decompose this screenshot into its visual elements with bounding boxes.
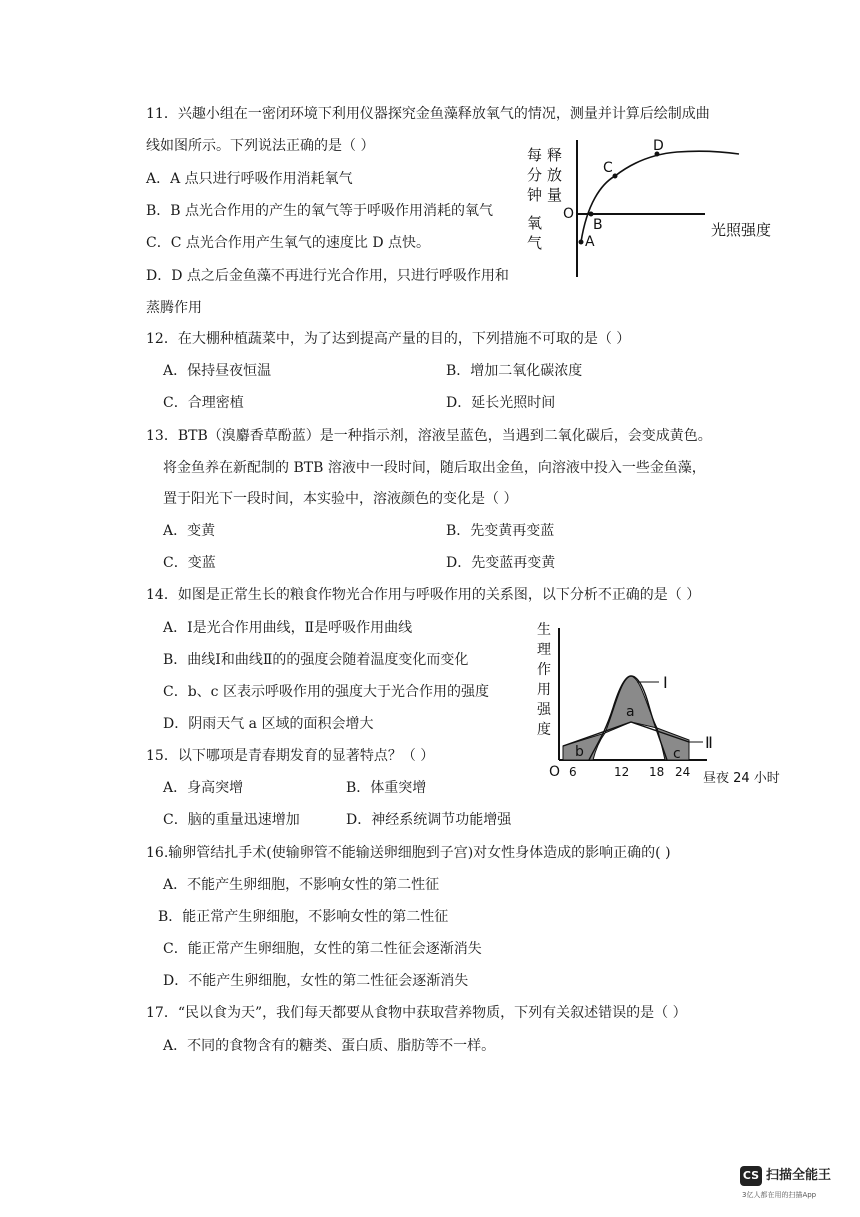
q16-option-a: A．不能产生卵细胞，不影响女性的第二性征 <box>163 877 440 893</box>
q14-intensity-figure <box>535 618 795 790</box>
q14-y-label-char5: 强 <box>537 702 551 718</box>
q16-option-c: C．能正常产生卵细胞，女性的第二性征会逐渐消失 <box>163 941 482 957</box>
q12-option-b: B．增加二氧化碳浓度 <box>446 363 583 379</box>
q14-y-label-char3: 作 <box>537 662 551 678</box>
q11-point-a-marker <box>579 240 584 245</box>
q12-stem: 12．在大棚种植蔬菜中，为了达到提高产量的目的，下列措施不可取的是（ ） <box>146 331 631 347</box>
q14-tick-6: 6 <box>569 765 577 779</box>
q14-tick-24: 24 <box>675 765 691 779</box>
q14-y-label <box>537 621 552 738</box>
q14-y-label-char2: 理 <box>537 642 551 658</box>
q11-point-d-label: D <box>653 138 664 154</box>
q13-stem-line2: 将金鱼养在新配制的 BTB 溶液中一段时间，随后取出金鱼，向溶液中投入一些金鱼藻， <box>163 460 706 476</box>
q15-stem: 15．以下哪项是青春期发育的显著特点？（ ） <box>146 748 435 764</box>
camscanner-name: 扫描全能王 <box>766 1168 832 1183</box>
q11-point-c-label: C <box>603 160 613 176</box>
q15-option-a: A．身高突增 <box>163 780 244 796</box>
q11-option-c: C．C 点光合作用产生氧气的速度比 D 点快。 <box>146 235 430 251</box>
q14-region-c-label: c <box>673 746 681 762</box>
q14-curve-i-label: Ⅰ <box>663 673 668 692</box>
q14-y-label-char1: 生 <box>537 622 551 638</box>
q11-option-d-line2: 蒸腾作用 <box>146 300 202 316</box>
q11-point-a-label: A <box>585 234 595 250</box>
q15-option-b: B．体重突增 <box>346 780 427 796</box>
q11-point-b-marker <box>589 212 594 217</box>
q14-option-d: D．阴雨天气 a 区域的面积会增大 <box>163 716 374 732</box>
q11-y-label-char4: 氧 <box>527 214 543 232</box>
q14-origin-label: O <box>549 764 561 780</box>
q14-tick-12: 12 <box>614 765 630 779</box>
q11-y-label-char8: 量 <box>547 186 563 204</box>
q11-option-d-line1: D．D 点之后金鱼藻不再进行光合作用，只进行呼吸作用和 <box>146 268 509 284</box>
q11-option-b: B．B 点光合作用的产生的氧气等于呼吸作用消耗的氧气 <box>146 203 494 219</box>
q14-option-b: B．曲线Ⅰ和曲线Ⅱ的的强度会随着温度变化而变化 <box>163 652 469 668</box>
q14-region-a-label: a <box>626 704 635 720</box>
q11-y-label <box>527 146 562 252</box>
q11-option-a: A．A 点只进行呼吸作用消耗氧气 <box>146 171 353 187</box>
camscanner-watermark <box>740 1166 850 1206</box>
q12-option-a: A．保持昼夜恒温 <box>163 363 272 379</box>
q16-option-d: D．不能产生卵细胞，女性的第二性征会逐渐消失 <box>163 973 469 989</box>
q11-point-c-marker <box>613 174 618 179</box>
q11-y-label-char6: 释 <box>547 146 563 164</box>
q14-y-label-char4: 用 <box>537 682 551 698</box>
camscanner-logo-icon: CS <box>740 1166 762 1186</box>
q16-stem: 16.输卵管结扎手术(使输卵管不能输送卵细胞到子宫)对女性身体造成的影响正确的( ) <box>146 845 671 861</box>
q11-point-b-label: B <box>593 217 603 233</box>
q11-origin-label: O <box>563 206 575 222</box>
q17-stem: 17．“民以食为天”，我们每天都要从食物中获取营养物质，下列有关叙述错误的是（ ） <box>146 1005 687 1021</box>
q12-option-d: D．延长光照时间 <box>446 395 556 411</box>
q14-option-a: A．Ⅰ是光合作用曲线，Ⅱ是呼吸作用曲线 <box>163 620 413 636</box>
q13-stem-line1: 13．BTB（溴麝香草酚蓝）是一种指示剂，溶液呈蓝色，当遇到二氧化碳后，会变成黄色。 <box>146 428 712 444</box>
q11-y-label-char3: 钟 <box>527 186 543 204</box>
q13-stem-line3: 置于阳光下一段时间，本实验中，溶液颜色的变化是（ ） <box>163 491 518 507</box>
q13-option-b: B．先变黄再变蓝 <box>446 523 555 539</box>
q12-option-c: C．合理密植 <box>163 395 244 411</box>
q13-option-a: A．变黄 <box>163 523 216 539</box>
q14-region-b-label: b <box>575 744 584 760</box>
q11-x-label: 光照强度 <box>711 221 772 239</box>
q14-x-label: 昼夜 24 小时 <box>703 771 780 786</box>
q14-y-label-char6: 度 <box>537 722 551 738</box>
q14-region-b <box>563 733 605 760</box>
q11-stem-line1: 11．兴趣小组在一密闭环境下利用仪器探究金鱼藻释放氧气的情况，测量并计算后绘制成曲 <box>146 106 710 122</box>
q11-y-label-char1: 每 <box>527 146 543 164</box>
q11-y-label-char7: 放 <box>547 166 563 184</box>
q11-oxygen-figure <box>515 132 795 282</box>
q15-option-c: C．脑的重量迅速增加 <box>163 812 300 828</box>
q17-option-a: A．不同的食物含有的糖类、蛋白质、脂肪等不一样。 <box>163 1038 496 1054</box>
q13-option-d: D．先变蓝再变黄 <box>446 555 556 571</box>
q13-option-c: C．变蓝 <box>163 555 216 571</box>
q15-option-d: D．神经系统调节功能增强 <box>346 812 512 828</box>
camscanner-tagline: 3亿人都在用的扫描App <box>742 1191 817 1199</box>
q14-curve-ii-label: Ⅱ <box>705 733 713 752</box>
q14-tick-18: 18 <box>649 765 665 779</box>
q11-y-label-char2: 分 <box>527 166 543 184</box>
q11-y-label-char5: 气 <box>527 234 543 252</box>
q11-stem-line2: 线如图所示。下列说法正确的是（ ） <box>146 138 375 154</box>
q14-stem: 14．如图是正常生长的粮食作物光合作用与呼吸作用的关系图，以下分析不正确的是（ ） <box>146 587 701 603</box>
q16-option-b: B．能正常产生卵细胞，不影响女性的第二性征 <box>158 909 449 925</box>
q14-option-c: C．b、c 区表示呼吸作用的强度大于光合作用的强度 <box>163 684 489 700</box>
